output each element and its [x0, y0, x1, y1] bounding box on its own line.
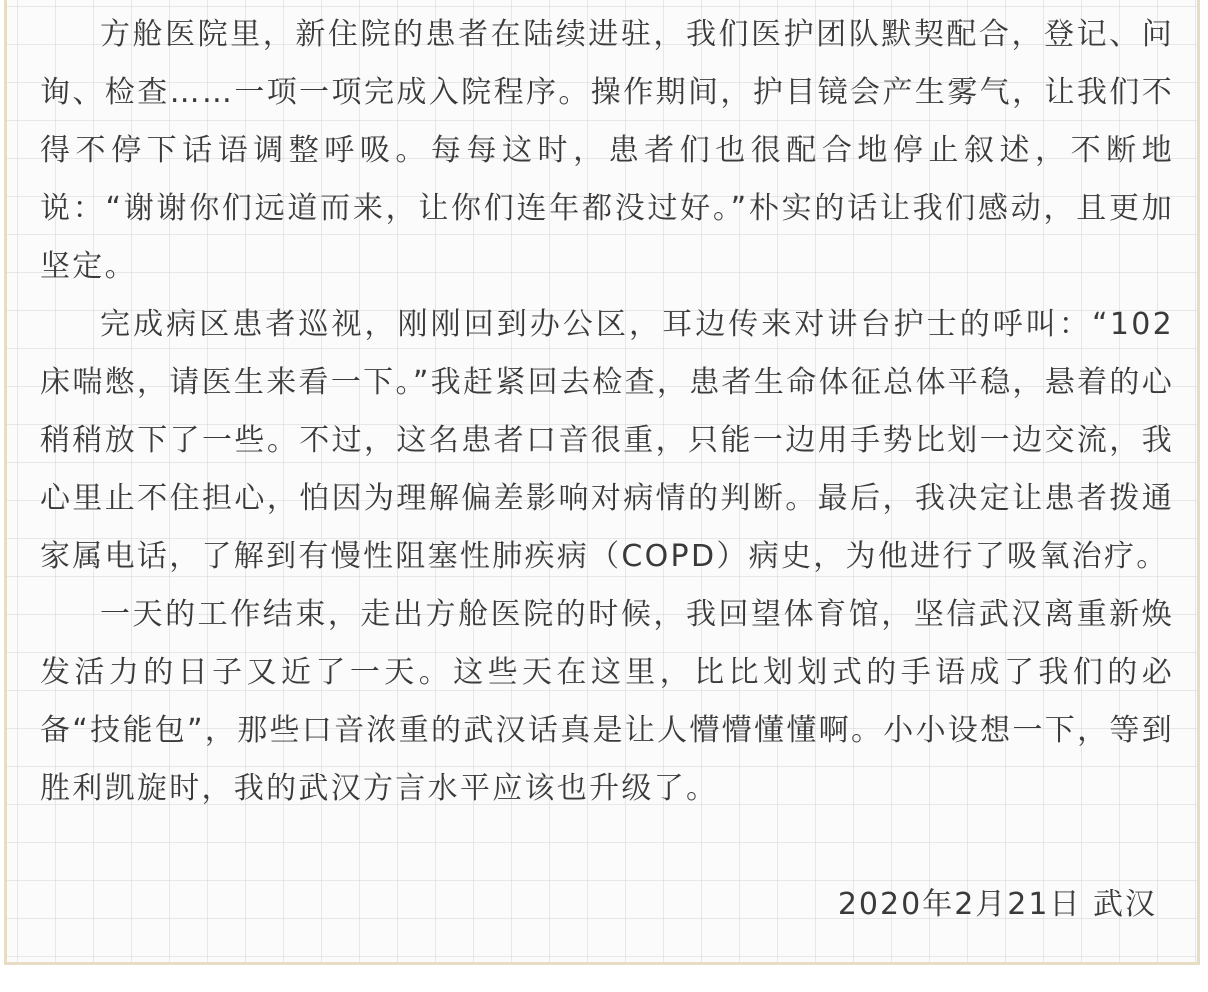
paragraph-3: 一天的工作结束，走出方舱医院的时候，我回望体育馆，坚信武汉离重新焕发活力的日子又近了一天。这些天在这里，比比划划式的手语成了我们的必备“技能包”，那些口音浓重的武汉话真是让人懵懵懂懂啊。小小设想一下，等到胜利凯旋时，我的武汉方言水平应该也升级了。	[40, 597, 1174, 806]
date-signature: 2020年2月21日 武汉	[837, 887, 1157, 922]
paragraph-2: 完成病区患者巡视，刚刚回到办公区，耳边传来对讲台护士的呼叫：“102床喘憋，请医生来看一下。”我赶紧回去检查，患者生命体征总体平稳，悬着的心稍稍放下了一些。不过，这名患者口音很重，只能一边用手势比划一边交流，我心里止不住担心，怕因为理解偏差影响对病情的判断。最后，我决定让患者拨通家属电话，了解到有慢性阻塞性肺疾病（COPD）病史，为他进行了吸氧治疗。	[40, 307, 1174, 574]
paragraph-1: 方舱医院里，新住院的患者在陆续进驻，我们医护团队默契配合，登记、问询、检查……一项一项完成入院程序。操作期间，护目镜会产生雾气，让我们不得不停下话语调整呼吸。每每这时，患者们也很配合地停止叙述，不断地说：“谢谢你们远道而来，让你们连年都没过好。”朴实的话让我们感动，且更加坚定。	[40, 17, 1174, 284]
article-body	[40, 6, 1174, 818]
article-card	[4, 0, 1200, 965]
